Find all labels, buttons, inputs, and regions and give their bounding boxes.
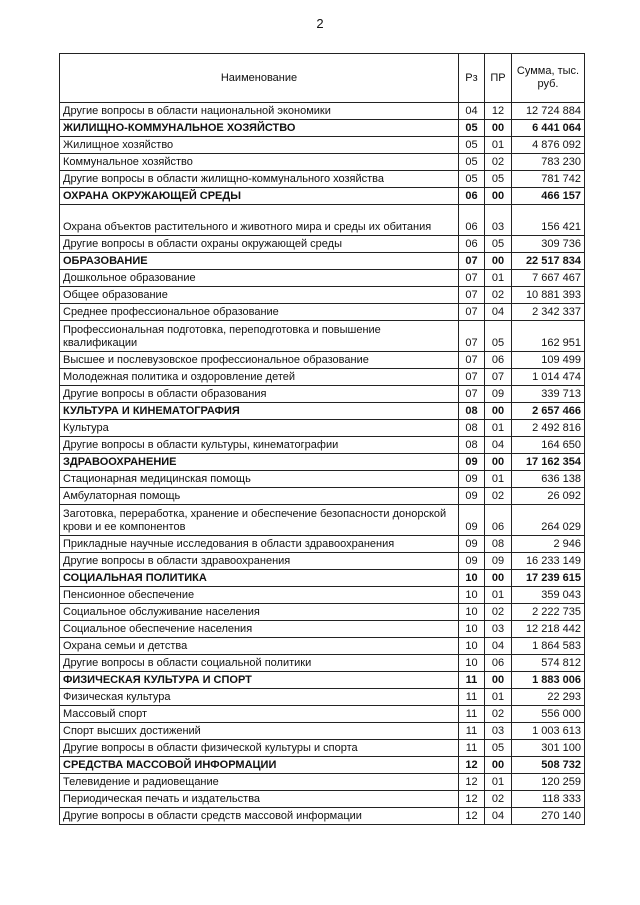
row-rz: 09 <box>459 536 485 553</box>
header-rz: Рз <box>459 54 485 103</box>
header-pr: ПР <box>485 54 512 103</box>
row-name: ЗДРАВООХРАНЕНИЕ <box>60 454 459 471</box>
row-pr: 07 <box>485 369 512 386</box>
row-sum: 301 100 <box>512 740 585 757</box>
row-sum: 556 000 <box>512 706 585 723</box>
page-number: 2 <box>316 16 324 31</box>
row-rz: 11 <box>459 689 485 706</box>
row-name: Пенсионное обеспечение <box>60 587 459 604</box>
row-name: Другие вопросы в области социальной политики <box>60 655 459 672</box>
row-rz: 09 <box>459 488 485 505</box>
row-pr: 12 <box>485 103 512 120</box>
row-sum: 118 333 <box>512 791 585 808</box>
section-row <box>60 454 585 471</box>
row-sum: 2 492 816 <box>512 420 585 437</box>
row-name: Другие вопросы в области физической культуры и спорта <box>60 740 459 757</box>
table-row <box>60 791 585 808</box>
row-name: Высшее и послевузовское профессиональное образование <box>60 352 459 369</box>
row-sum: 12 218 442 <box>512 621 585 638</box>
table-row <box>60 587 585 604</box>
budget-table <box>59 53 585 825</box>
table-row <box>60 386 585 403</box>
row-name: Другие вопросы в области образования <box>60 386 459 403</box>
row-sum: 2 342 337 <box>512 304 585 321</box>
row-sum: 109 499 <box>512 352 585 369</box>
header-row <box>60 54 585 103</box>
row-name: Другие вопросы в области национальной экономики <box>60 103 459 120</box>
row-pr: 02 <box>485 706 512 723</box>
row-name: ФИЗИЧЕСКАЯ КУЛЬТУРА И СПОРТ <box>60 672 459 689</box>
table-row <box>60 553 585 570</box>
row-rz: 06 <box>459 205 485 236</box>
section-row <box>60 672 585 689</box>
row-rz: 09 <box>459 553 485 570</box>
row-sum: 339 713 <box>512 386 585 403</box>
header-name: Наименование <box>60 54 459 103</box>
row-rz: 11 <box>459 723 485 740</box>
row-name: Социальное обслуживание населения <box>60 604 459 621</box>
row-pr: 00 <box>485 188 512 205</box>
row-sum: 508 732 <box>512 757 585 774</box>
row-rz: 07 <box>459 253 485 270</box>
row-sum: 156 421 <box>512 205 585 236</box>
row-name: Охрана семьи и детства <box>60 638 459 655</box>
row-pr: 03 <box>485 723 512 740</box>
row-rz: 11 <box>459 706 485 723</box>
table-body <box>60 103 585 825</box>
row-sum: 4 876 092 <box>512 137 585 154</box>
row-sum: 26 092 <box>512 488 585 505</box>
row-name: Профессиональная подготовка, переподготовка и повышение квалификации <box>60 321 459 352</box>
row-sum: 1 003 613 <box>512 723 585 740</box>
row-sum: 12 724 884 <box>512 103 585 120</box>
row-pr: 04 <box>485 304 512 321</box>
table-row <box>60 270 585 287</box>
row-sum: 309 736 <box>512 236 585 253</box>
row-pr: 04 <box>485 437 512 454</box>
table-row <box>60 604 585 621</box>
row-sum: 6 441 064 <box>512 120 585 137</box>
row-name: КУЛЬТУРА И КИНЕМАТОГРАФИЯ <box>60 403 459 420</box>
row-rz: 10 <box>459 638 485 655</box>
row-pr: 01 <box>485 587 512 604</box>
row-name: Прикладные научные исследования в области здравоохранения <box>60 536 459 553</box>
row-pr: 00 <box>485 403 512 420</box>
row-pr: 02 <box>485 154 512 171</box>
row-name: Жилищное хозяйство <box>60 137 459 154</box>
row-name: Культура <box>60 420 459 437</box>
row-rz: 05 <box>459 154 485 171</box>
row-pr: 00 <box>485 120 512 137</box>
section-row <box>60 757 585 774</box>
row-sum: 7 667 467 <box>512 270 585 287</box>
table-row <box>60 352 585 369</box>
row-name: Общее образование <box>60 287 459 304</box>
table-header <box>60 54 585 103</box>
row-name: Социальное обеспечение населения <box>60 621 459 638</box>
row-pr: 06 <box>485 352 512 369</box>
table-row <box>60 287 585 304</box>
row-sum: 10 881 393 <box>512 287 585 304</box>
row-sum: 466 157 <box>512 188 585 205</box>
row-sum: 2 946 <box>512 536 585 553</box>
row-sum: 17 162 354 <box>512 454 585 471</box>
row-rz: 11 <box>459 672 485 689</box>
table-row <box>60 774 585 791</box>
table-row <box>60 808 585 825</box>
row-pr: 00 <box>485 253 512 270</box>
row-name: Другие вопросы в области культуры, кинематографии <box>60 437 459 454</box>
row-rz: 10 <box>459 570 485 587</box>
row-sum: 2 222 735 <box>512 604 585 621</box>
row-rz: 08 <box>459 420 485 437</box>
row-pr: 09 <box>485 386 512 403</box>
table-row <box>60 437 585 454</box>
row-sum: 636 138 <box>512 471 585 488</box>
row-pr: 06 <box>485 505 512 536</box>
row-pr: 06 <box>485 655 512 672</box>
row-rz: 05 <box>459 137 485 154</box>
row-sum: 16 233 149 <box>512 553 585 570</box>
row-rz: 12 <box>459 757 485 774</box>
row-name: Другие вопросы в области средств массовой информации <box>60 808 459 825</box>
table-row <box>60 638 585 655</box>
row-rz: 04 <box>459 103 485 120</box>
table-row <box>60 103 585 120</box>
section-row <box>60 570 585 587</box>
row-sum: 22 293 <box>512 689 585 706</box>
row-sum: 22 517 834 <box>512 253 585 270</box>
row-pr: 02 <box>485 604 512 621</box>
row-name: Среднее профессиональное образование <box>60 304 459 321</box>
row-pr: 04 <box>485 808 512 825</box>
row-rz: 07 <box>459 386 485 403</box>
row-name: Физическая культура <box>60 689 459 706</box>
row-name: Телевидение и радиовещание <box>60 774 459 791</box>
row-name: СОЦИАЛЬНАЯ ПОЛИТИКА <box>60 570 459 587</box>
row-sum: 359 043 <box>512 587 585 604</box>
table-row <box>60 536 585 553</box>
row-rz: 05 <box>459 171 485 188</box>
table-row <box>60 471 585 488</box>
row-pr: 00 <box>485 570 512 587</box>
row-pr: 03 <box>485 621 512 638</box>
section-row <box>60 403 585 420</box>
row-pr: 05 <box>485 321 512 352</box>
row-rz: 06 <box>459 188 485 205</box>
row-rz: 08 <box>459 403 485 420</box>
table-row <box>60 740 585 757</box>
header-sum: Сумма, тыс. руб. <box>512 54 585 103</box>
row-name: Массовый спорт <box>60 706 459 723</box>
row-pr: 01 <box>485 137 512 154</box>
row-pr: 03 <box>485 205 512 236</box>
row-name: ОХРАНА ОКРУЖАЮЩЕЙ СРЕДЫ <box>60 188 459 205</box>
table-row <box>60 505 585 536</box>
section-row <box>60 188 585 205</box>
row-rz: 07 <box>459 304 485 321</box>
row-pr: 05 <box>485 236 512 253</box>
table-row <box>60 621 585 638</box>
row-name: Заготовка, переработка, хранение и обеспечение безопасности донорской крови и ее компонентов <box>60 505 459 536</box>
row-rz: 09 <box>459 505 485 536</box>
row-pr: 04 <box>485 638 512 655</box>
table-row <box>60 205 585 236</box>
row-sum: 1 014 474 <box>512 369 585 386</box>
row-rz: 12 <box>459 808 485 825</box>
row-sum: 781 742 <box>512 171 585 188</box>
row-name: Дошкольное образование <box>60 270 459 287</box>
row-rz: 10 <box>459 604 485 621</box>
row-pr: 05 <box>485 171 512 188</box>
row-rz: 07 <box>459 287 485 304</box>
row-pr: 01 <box>485 774 512 791</box>
row-name: Стационарная медицинская помощь <box>60 471 459 488</box>
row-sum: 17 239 615 <box>512 570 585 587</box>
row-pr: 00 <box>485 454 512 471</box>
row-sum: 120 259 <box>512 774 585 791</box>
row-sum: 1 864 583 <box>512 638 585 655</box>
table-row <box>60 137 585 154</box>
row-rz: 08 <box>459 437 485 454</box>
section-row <box>60 253 585 270</box>
table-row <box>60 321 585 352</box>
row-name: Другие вопросы в области жилищно-коммунального хозяйства <box>60 171 459 188</box>
table-row <box>60 689 585 706</box>
row-pr: 01 <box>485 689 512 706</box>
row-pr: 01 <box>485 270 512 287</box>
row-rz: 10 <box>459 621 485 638</box>
table-row <box>60 369 585 386</box>
row-sum: 1 883 006 <box>512 672 585 689</box>
row-name: ОБРАЗОВАНИЕ <box>60 253 459 270</box>
row-name: Периодическая печать и издательства <box>60 791 459 808</box>
row-sum: 164 650 <box>512 437 585 454</box>
table-row <box>60 488 585 505</box>
row-rz: 07 <box>459 270 485 287</box>
row-pr: 08 <box>485 536 512 553</box>
table-row <box>60 723 585 740</box>
row-rz: 11 <box>459 740 485 757</box>
row-rz: 09 <box>459 471 485 488</box>
row-pr: 02 <box>485 287 512 304</box>
table-row <box>60 420 585 437</box>
row-name: Другие вопросы в области здравоохранения <box>60 553 459 570</box>
table-row <box>60 655 585 672</box>
row-pr: 01 <box>485 471 512 488</box>
row-sum: 2 657 466 <box>512 403 585 420</box>
table-row <box>60 171 585 188</box>
row-rz: 07 <box>459 321 485 352</box>
row-pr: 05 <box>485 740 512 757</box>
row-sum: 264 029 <box>512 505 585 536</box>
table-row <box>60 154 585 171</box>
row-sum: 574 812 <box>512 655 585 672</box>
row-rz: 10 <box>459 587 485 604</box>
row-sum: 270 140 <box>512 808 585 825</box>
row-rz: 07 <box>459 369 485 386</box>
row-name: ЖИЛИЩНО-КОММУНАЛЬНОЕ ХОЗЯЙСТВО <box>60 120 459 137</box>
row-pr: 09 <box>485 553 512 570</box>
table-row <box>60 236 585 253</box>
row-name: Охрана объектов растительного и животного мира и среды их обитания <box>60 205 459 236</box>
row-name: СРЕДСТВА МАССОВОЙ ИНФОРМАЦИИ <box>60 757 459 774</box>
row-rz: 09 <box>459 454 485 471</box>
row-rz: 12 <box>459 791 485 808</box>
row-name: Амбулаторная помощь <box>60 488 459 505</box>
row-pr: 00 <box>485 672 512 689</box>
row-rz: 12 <box>459 774 485 791</box>
row-pr: 00 <box>485 757 512 774</box>
table-row <box>60 706 585 723</box>
row-name: Коммунальное хозяйство <box>60 154 459 171</box>
row-pr: 02 <box>485 791 512 808</box>
row-pr: 01 <box>485 420 512 437</box>
section-row <box>60 120 585 137</box>
row-sum: 162 951 <box>512 321 585 352</box>
row-rz: 05 <box>459 120 485 137</box>
row-rz: 07 <box>459 352 485 369</box>
row-rz: 10 <box>459 655 485 672</box>
row-name: Другие вопросы в области охраны окружающей среды <box>60 236 459 253</box>
row-sum: 783 230 <box>512 154 585 171</box>
table-row <box>60 304 585 321</box>
row-name: Спорт высших достижений <box>60 723 459 740</box>
row-rz: 06 <box>459 236 485 253</box>
row-name: Молодежная политика и оздоровление детей <box>60 369 459 386</box>
row-pr: 02 <box>485 488 512 505</box>
